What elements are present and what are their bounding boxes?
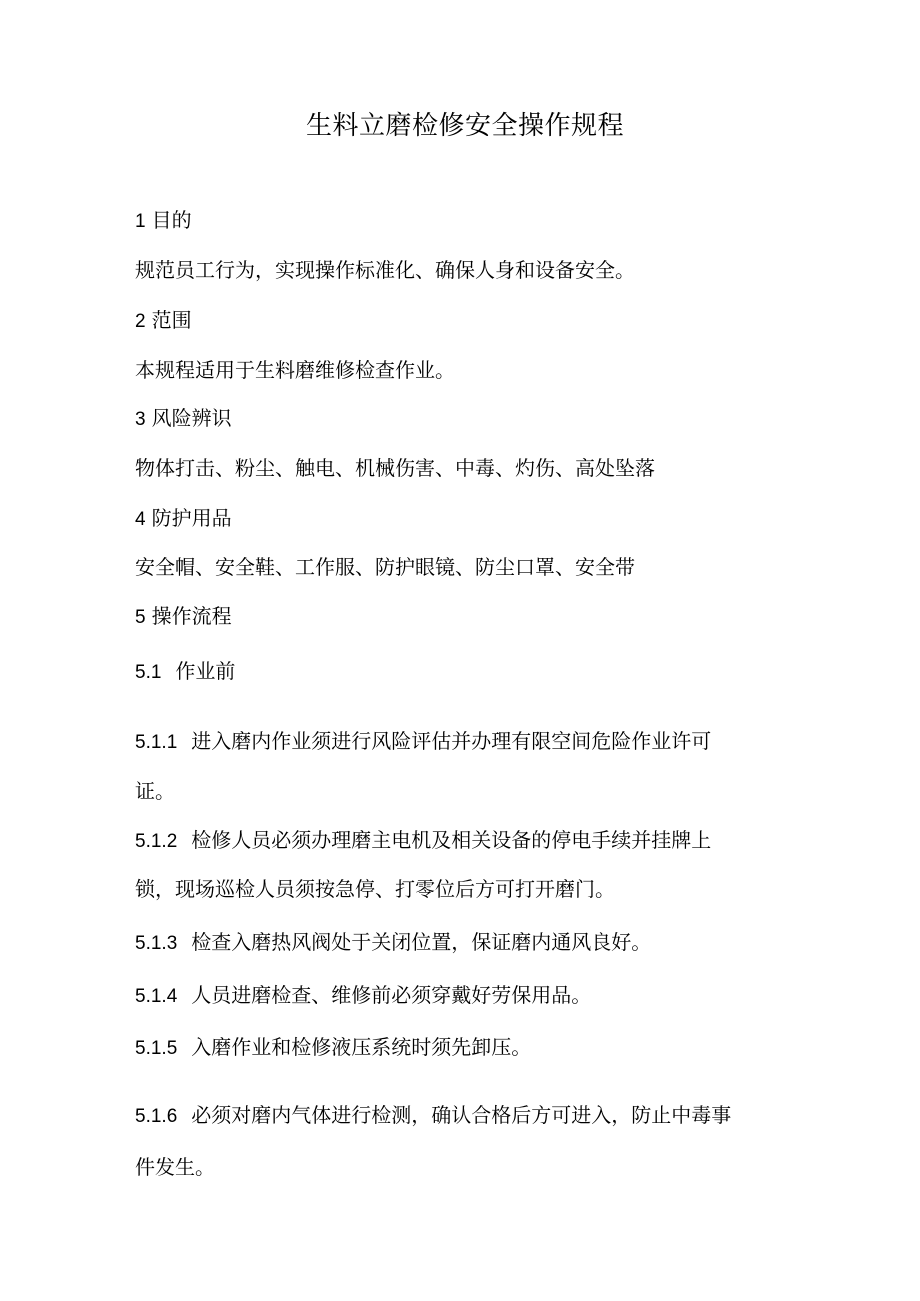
item-5-1-1-continuation: 证。 xyxy=(135,779,175,803)
item-text: 检修人员必须办理磨主电机及相关设备的停电手续并挂牌上 xyxy=(191,828,712,852)
section-number: 3 xyxy=(135,409,146,430)
section-body-purpose: 规范员工行为，实现操作标准化、确保人身和设备安全。 xyxy=(135,258,635,282)
section-body-ppe: 安全帽、安全鞋、工作服、防护眼镜、防尘口罩、安全带 xyxy=(135,555,635,579)
section-heading-text: 操作流程 xyxy=(151,604,232,628)
section-heading-text: 防护用品 xyxy=(151,506,232,530)
item-5-1-1 xyxy=(135,726,711,758)
section-heading-process xyxy=(135,601,232,633)
item-5-1-5 xyxy=(135,1032,531,1064)
section-heading-risk xyxy=(135,403,232,435)
item-number: 5.1.6 xyxy=(135,1106,178,1127)
item-number: 5.1.4 xyxy=(135,986,178,1007)
item-5-1-2-continuation: 锁，现场巡检人员须按急停、打零位后方可打开磨门。 xyxy=(135,877,615,901)
item-text: 检查入磨热风阀处于关闭位置，保证磨内通风良好。 xyxy=(191,930,652,954)
section-body-risk: 物体打击、粉尘、触电、机械伤害、中毒、灼伤、高处坠落 xyxy=(135,456,655,480)
item-number: 5.1.5 xyxy=(135,1038,178,1059)
item-number: 5.1.2 xyxy=(135,831,178,852)
subsection-heading-before-work xyxy=(135,656,235,688)
section-heading-purpose xyxy=(135,205,192,237)
section-heading-text: 目的 xyxy=(151,208,192,232)
section-heading-text: 风险辨识 xyxy=(151,406,232,430)
section-heading-text: 范围 xyxy=(151,308,192,332)
section-number: 4 xyxy=(135,509,146,530)
section-heading-scope xyxy=(135,305,192,337)
item-text: 必须对磨内气体进行检测，确认合格后方可进入，防止中毒事 xyxy=(191,1103,732,1127)
section-heading-ppe xyxy=(135,503,232,535)
item-text: 进入磨内作业须进行风险评估并办理有限空间危险作业许可 xyxy=(191,729,712,753)
item-5-1-3 xyxy=(135,927,651,959)
section-number: 1 xyxy=(135,211,146,232)
item-5-1-2 xyxy=(135,825,711,857)
item-5-1-6 xyxy=(135,1100,731,1132)
document-title: 生料立磨检修安全操作规程 xyxy=(305,111,624,141)
item-number: 5.1.3 xyxy=(135,933,178,954)
item-text: 入磨作业和检修液压系统时须先卸压。 xyxy=(191,1035,532,1059)
subsection-heading-text: 作业前 xyxy=(175,659,236,683)
subsection-number: 5.1 xyxy=(135,662,162,683)
item-number: 5.1.1 xyxy=(135,732,178,753)
item-5-1-6-continuation: 件发生。 xyxy=(135,1155,215,1179)
item-5-1-4 xyxy=(135,980,591,1012)
section-number: 2 xyxy=(135,311,146,332)
item-text: 人员进磨检查、维修前必须穿戴好劳保用品。 xyxy=(191,983,592,1007)
section-number: 5 xyxy=(135,607,146,628)
section-body-scope: 本规程适用于生料磨维修检查作业。 xyxy=(135,358,455,382)
